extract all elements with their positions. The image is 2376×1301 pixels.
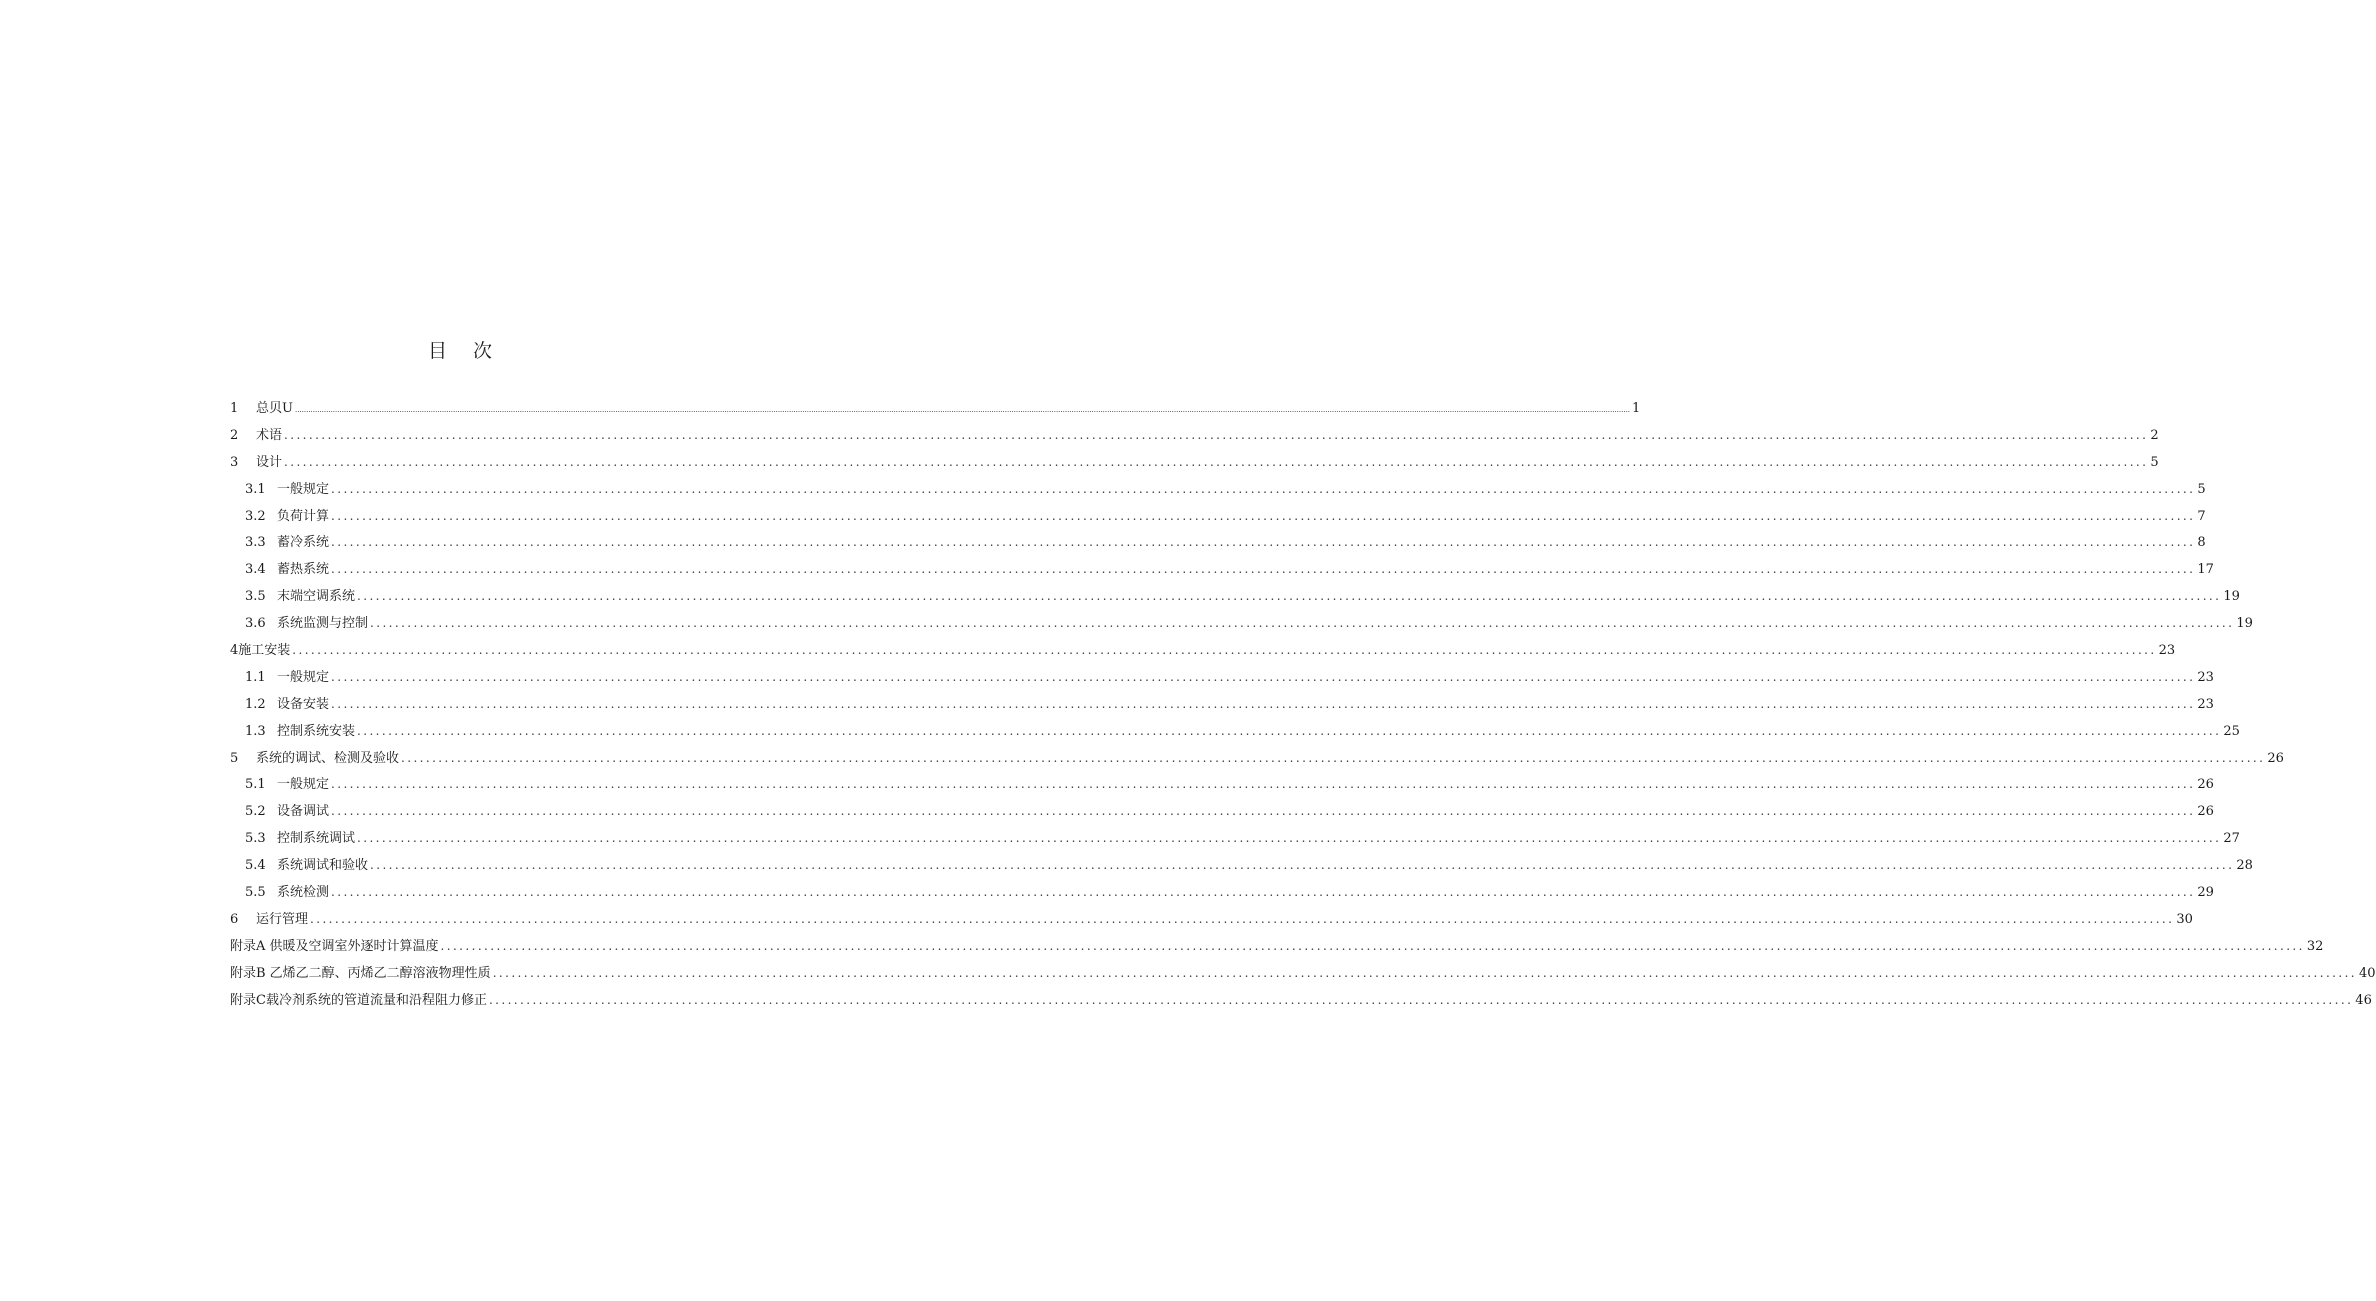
toc-entry-label: 系统的调试、检测及验收 (256, 750, 400, 766)
toc-entry-label: 运行管理 (256, 911, 309, 927)
dot-leader: ............................................................................................................................................................................................................................................................................................................ (492, 965, 2358, 980)
toc-entry-number: 5.2 (245, 804, 266, 820)
toc-entry-page: 5 (2197, 481, 2206, 497)
dot-leader: ............................................................................................................................................................................................................................................................................................................ (370, 616, 2235, 631)
toc-entry-number: 1.1 (245, 669, 266, 685)
toc-entry-label: 一般规定 (277, 777, 330, 793)
toc-entry-page: 27 (2223, 831, 2240, 847)
toc-entry-number: 3.5 (245, 589, 266, 605)
toc-entry-label: 控制系统调试 (277, 831, 356, 847)
dot-leader: ............................................................................................................................................................................................................................................................................................................ (357, 831, 2222, 846)
toc-entry (230, 908, 2193, 935)
toc-entry (230, 962, 2376, 989)
toc-entry-number: 1.2 (245, 696, 266, 712)
toc-entry (230, 693, 2214, 720)
toc-entry (230, 505, 2206, 532)
toc-title: 目 次 (427, 340, 503, 362)
dot-leader: ............................................................................................................................................................................................................................................................................................................ (331, 562, 2196, 577)
toc-entry-label: 附录C载冷剂系统的管道流量和沿程阻力修正 (230, 992, 487, 1008)
dot-leader: ............................................................................................................................................................................................................................................................................................................ (357, 589, 2222, 604)
dot-leader: ............................................................................................................................................................................................................................................................................................................ (284, 427, 2149, 442)
toc-entry-page: 19 (2236, 616, 2253, 632)
dot-leader: ............................................................................................................................................................................................................................................................................................................ (440, 938, 2305, 953)
toc-entry (230, 558, 2214, 585)
toc-entry-label: 设备安装 (277, 696, 330, 712)
toc-entry (230, 639, 2176, 666)
toc-entry-label: 系统调试和验收 (277, 858, 369, 874)
toc-entry-number: 6 (230, 911, 239, 927)
toc-entry-page: 26 (2267, 750, 2284, 766)
toc-entry-label: 附录B 乙烯乙二醇、丙烯乙二醇溶液物理性质 (230, 965, 491, 981)
toc-entry (230, 989, 2372, 1016)
toc-entry-page: 29 (2197, 885, 2214, 901)
toc-entry-page: 2 (2150, 427, 2159, 443)
toc-entry-page: 17 (2197, 562, 2214, 578)
toc-entry-label: 一般规定 (277, 669, 330, 685)
toc-entry (230, 612, 2253, 639)
dot-leader: ............................................................................................................................................................................................................................................................................................................ (310, 911, 2175, 926)
toc-entry (230, 773, 2214, 800)
toc-entry-page: 28 (2236, 858, 2253, 874)
toc-entry-page: 46 (2355, 992, 2372, 1008)
toc-entry (230, 451, 2159, 478)
toc-entry-page: 5 (2150, 454, 2159, 470)
dot-leader: ............................................................................................................................................................................................................................................................................................................ (331, 885, 2196, 900)
toc-entry-page: 7 (2197, 508, 2206, 524)
dot-leader: ............................................................................................................................................................................................................................................................................................................ (331, 804, 2196, 819)
toc-entry (230, 424, 2159, 451)
dot-leader: ............................................................................................................................................................................................................................................................................................................ (292, 643, 2157, 658)
toc-entry-label: 系统检测 (277, 885, 330, 901)
toc-entry-page: 26 (2197, 777, 2214, 793)
toc-entry-page: 32 (2306, 938, 2324, 954)
toc-entry (230, 827, 2240, 854)
dot-leader: ............................................................................................................................................................................................................................................................................................................ (370, 858, 2235, 873)
toc-entry (230, 747, 2284, 774)
toc-entry-page: 1 (1632, 401, 1641, 416)
toc-entry (230, 800, 2214, 827)
toc-entry-label: 设备调试 (277, 804, 330, 820)
toc-entry-label: 4施工安装 (230, 643, 291, 659)
dot-leader: ............................................................................................................................................................................................................................................................................................................ (331, 696, 2196, 711)
toc-entry-number: 5.3 (245, 831, 266, 847)
toc-entry-label: 一般规定 (277, 481, 330, 497)
dot-leader: ............................................................................................................................................................................................................................................................................................................ (331, 669, 2196, 684)
toc-entry-label: 控制系统安装 (277, 723, 356, 739)
toc-entry-number: 3.2 (245, 508, 266, 524)
toc-entry-label: 蓄冷系统 (277, 535, 330, 551)
toc-entry-page: 23 (2158, 643, 2176, 659)
toc-entry (230, 854, 2253, 881)
toc-entry-page: 8 (2197, 535, 2206, 551)
toc-entry-number: 3 (230, 454, 239, 470)
toc-entry-number: 3.3 (245, 535, 266, 551)
toc-entry-number: 3.4 (245, 562, 266, 578)
toc-entry-page: 25 (2223, 723, 2240, 739)
dot-leader: ............................................................................................................................................................................................................................................................................................................ (331, 777, 2196, 792)
toc-entry-page: 19 (2223, 589, 2240, 605)
toc-entry-label: 末端空调系统 (277, 589, 356, 605)
toc-entry-label: 总贝U (256, 401, 293, 416)
toc-entry-label: 术语 (256, 427, 283, 443)
toc-entry-number: 5.1 (245, 777, 266, 793)
toc-entry-page: 23 (2197, 696, 2214, 712)
toc-entry (230, 531, 2206, 558)
toc-entry (230, 666, 2214, 693)
toc-entry-number: 3.1 (245, 481, 266, 497)
toc-entry-number: 1 (230, 401, 239, 416)
toc-entry-label: 蓄热系统 (277, 562, 330, 578)
dot-leader: ............................................................................................................................................................................................................................................................................................................ (284, 454, 2149, 469)
table-of-contents (230, 397, 2376, 1015)
toc-entry-number: 5 (230, 750, 239, 766)
dot-leader: ............................................................................................................................................................................................................................................................................................................ (331, 535, 2196, 550)
toc-entry (230, 935, 2324, 962)
toc-entry (230, 585, 2240, 612)
toc-entry (230, 478, 2206, 505)
toc-entry (230, 720, 2240, 747)
dot-leader: ............................................................................................................................................................................................................................................................................................................ (331, 481, 2196, 496)
toc-entry-page: 23 (2197, 669, 2214, 685)
dot-leader: ........................................................................................................................................................................................................................................................................................................................................................................................................................................................................................................................................................................................................................ (294, 406, 1631, 414)
toc-entry-number: 2 (230, 427, 239, 443)
toc-entry-label: 负荷计算 (277, 508, 330, 524)
toc-entry-page: 26 (2197, 804, 2214, 820)
toc-entry-page: 30 (2176, 911, 2193, 927)
dot-leader: ............................................................................................................................................................................................................................................................................................................ (331, 508, 2196, 523)
toc-entry-number: 5.5 (245, 885, 266, 901)
toc-entry (230, 397, 1641, 424)
toc-entry-number: 1.3 (245, 723, 266, 739)
toc-entry (230, 881, 2214, 908)
toc-entry-number: 5.4 (245, 858, 266, 874)
toc-entry-label: 设计 (256, 454, 283, 470)
toc-entry-number: 3.6 (245, 616, 266, 632)
toc-entry-label: 附录A 供暖及空调室外逐时计算温度 (230, 938, 439, 954)
dot-leader: ............................................................................................................................................................................................................................................................................................................ (401, 750, 2266, 765)
toc-entry-label: 系统监测与控制 (277, 616, 369, 632)
dot-leader: ............................................................................................................................................................................................................................................................................................................ (488, 992, 2354, 1007)
dot-leader: ............................................................................................................................................................................................................................................................................................................ (357, 723, 2222, 738)
toc-entry-page: 40 (2359, 965, 2376, 981)
